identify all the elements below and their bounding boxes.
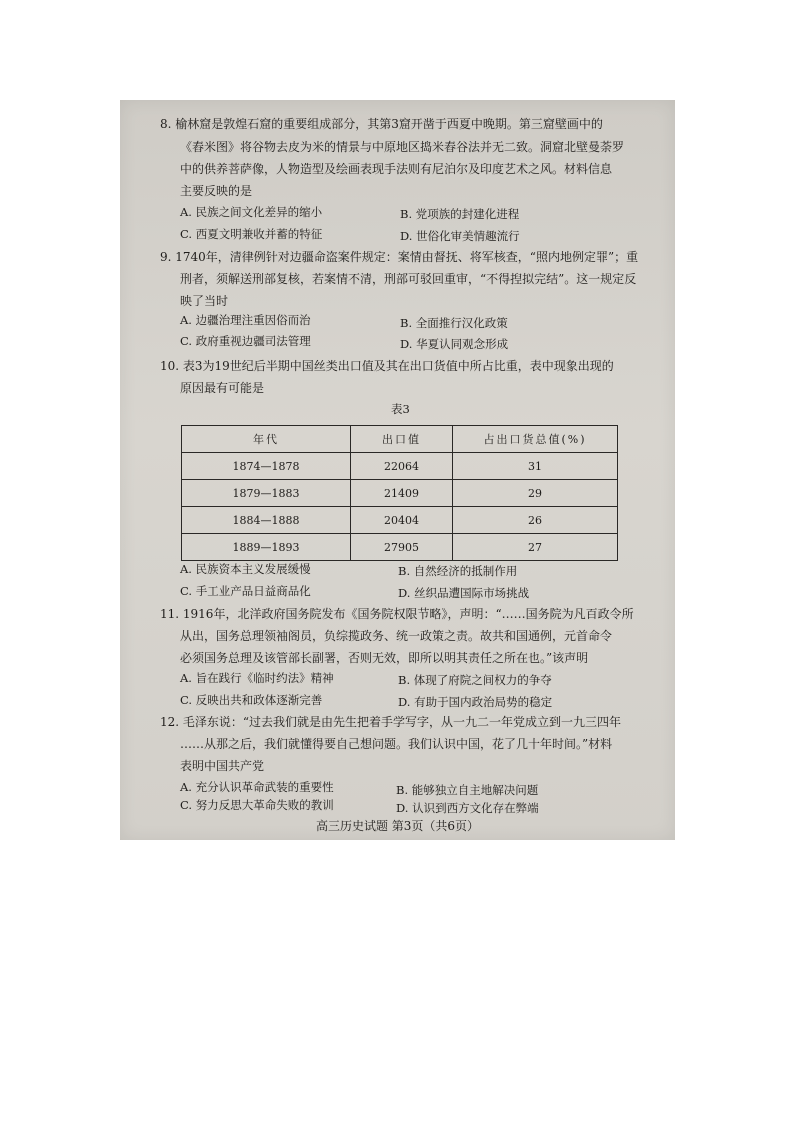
q11-stem-line-1: 11. 1916年，北洋政府国务院发布《国务院权限节略》，声明：“……国务院为凡百政令所 — [160, 607, 634, 621]
table-cell-export-value: 20404 — [351, 507, 453, 534]
q8-option-a[interactable]: A. 民族之间文化差异的缩小 — [180, 205, 323, 219]
table-cell-period: 1874—1878 — [182, 453, 351, 480]
table-cell-share: 27 — [453, 534, 618, 561]
table-cell-period: 1889—1893 — [182, 534, 351, 561]
q9-stem-line-3: 映了当时 — [180, 294, 229, 308]
q10-option-a[interactable]: A. 民族资本主义发展缓慢 — [180, 562, 311, 576]
q11-option-c[interactable]: C. 反映出共和政体逐渐完善 — [180, 693, 323, 707]
table-cell-export-value: 27905 — [351, 534, 453, 561]
table-header-row — [182, 426, 618, 453]
q10-option-d[interactable]: D. 丝织品遭国际市场挑战 — [398, 586, 530, 600]
table-row — [182, 507, 618, 534]
q9-stem-line-1: 9. 1740年，清律例针对边疆命盗案件规定：案情由督抚、将军核查，“照内地例定罪”；重 — [160, 250, 639, 264]
q9-option-d[interactable]: D. 华夏认同观念形成 — [400, 337, 509, 351]
q8-stem-line-3: 中的供养菩萨像，人物造型及绘画表现手法则有尼泊尔及印度艺术之风。材料信息 — [180, 162, 613, 176]
table-cell-period: 1884—1888 — [182, 507, 351, 534]
page-footer: 高三历史试题 第3页（共6页） — [315, 819, 480, 833]
exam-paper — [120, 100, 675, 840]
q8-option-c[interactable]: C. 西夏文明兼收并蓄的特征 — [180, 227, 323, 241]
q10-stem-line-2: 原因最有可能是 — [180, 381, 265, 395]
q10-stem-line-1: 10. 表3为19世纪后半期中国丝类出口值及其在出口货值中所占比重，表中现象出现的 — [160, 359, 614, 373]
table-row — [182, 453, 618, 480]
q11-option-a[interactable]: A. 旨在践行《临时约法》精神 — [180, 671, 334, 685]
table-header-share: 占出口货总值(%) — [453, 426, 618, 453]
q9-option-b[interactable]: B. 全面推行汉化政策 — [400, 316, 508, 330]
q8-option-b[interactable]: B. 党项族的封建化进程 — [400, 207, 520, 221]
q11-option-d[interactable]: D. 有助于国内政治局势的稳定 — [398, 695, 553, 709]
table-cell-export-value: 22064 — [351, 453, 453, 480]
table-cell-share: 31 — [453, 453, 618, 480]
q12-stem-line-1: 12. 毛泽东说：“过去我们就是由先生把着手学写字，从一九二一年党成立到一九三四年 — [160, 715, 622, 729]
q10-option-b[interactable]: B. 自然经济的抵制作用 — [398, 564, 518, 578]
q8-stem-line-4: 主要反映的是 — [180, 184, 253, 198]
q8-option-d[interactable]: D. 世俗化审美情趣流行 — [400, 229, 520, 243]
q12-option-c[interactable]: C. 努力反思大革命失败的教训 — [180, 798, 334, 812]
q12-stem-line-2: ……从那之后，我们就懂得要自己想问题。我们认识中国，花了几十年时间。”材料 — [180, 737, 613, 751]
q8-stem-line-1: 8. 榆林窟是敦煌石窟的重要组成部分，其第3窟开凿于西夏中晚期。第三窟壁画中的 — [160, 117, 603, 131]
q9-stem-line-2: 刑者，须解送刑部复核，若案情不清，刑部可驳回重审，“不得揑拟完结”。这一规定反 — [180, 272, 637, 286]
q12-option-d[interactable]: D. 认识到西方文化存在弊端 — [396, 801, 539, 815]
table-cell-export-value: 21409 — [351, 480, 453, 507]
q12-option-b[interactable]: B. 能够独立自主地解决问题 — [396, 783, 539, 797]
table-cell-share: 29 — [453, 480, 618, 507]
table-cell-share: 26 — [453, 507, 618, 534]
q8-stem-line-2: 《舂米图》将谷物去皮为米的情景与中原地区捣米舂谷法并无二致。洞窟北壁曼荼罗 — [180, 140, 625, 154]
table-row — [182, 480, 618, 507]
table-header-period: 年代 — [182, 426, 351, 453]
q11-option-b[interactable]: B. 体现了府院之间权力的争夺 — [398, 673, 552, 687]
q10-option-c[interactable]: C. 手工业产品日益商品化 — [180, 584, 311, 598]
table-caption: 表3 — [391, 402, 410, 416]
table-header-export-value: 出口值 — [351, 426, 453, 453]
q12-option-a[interactable]: A. 充分认识革命武装的重要性 — [180, 780, 334, 794]
export-data-table — [181, 425, 618, 561]
table-row — [182, 534, 618, 561]
q9-option-c[interactable]: C. 政府重视边疆司法管理 — [180, 334, 311, 348]
table-cell-period: 1879—1883 — [182, 480, 351, 507]
q9-option-a[interactable]: A. 边疆治理注重因俗而治 — [180, 313, 311, 327]
q12-stem-line-3: 表明中国共产党 — [180, 759, 265, 773]
q11-stem-line-2: 从出，国务总理领袖阁员，负综揽政务、统一政策之责。故共和国通例，元首命令 — [180, 629, 613, 643]
q11-stem-line-3: 必须国务总理及该管部长副署，否则无效，即所以明其责任之所在也。”该声明 — [180, 651, 589, 665]
